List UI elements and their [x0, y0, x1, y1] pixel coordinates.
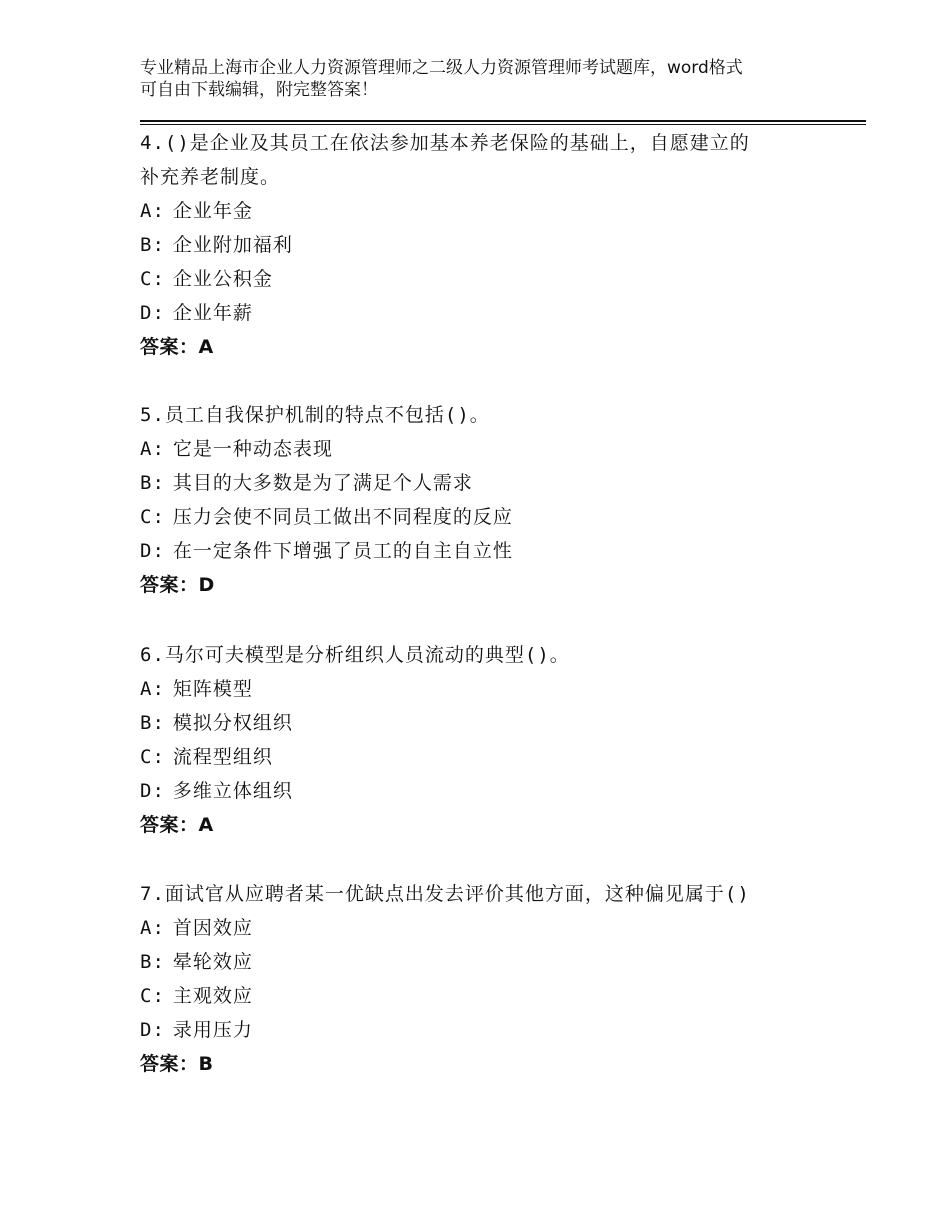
option-text: 它是一种动态表现	[172, 438, 333, 460]
option-b	[140, 228, 840, 262]
option-c	[140, 979, 840, 1013]
question-7	[140, 877, 840, 1081]
option-b	[140, 706, 840, 740]
option-key: D:	[140, 1019, 165, 1041]
answer-label: 答案：A	[140, 336, 214, 358]
option-key: A:	[140, 200, 165, 222]
option-text: 企业附加福利	[172, 234, 293, 256]
option-key: D:	[140, 302, 165, 324]
option-text: 晕轮效应	[172, 951, 253, 973]
answer-label: 答案：A	[140, 814, 214, 836]
option-key: D:	[140, 540, 165, 562]
answer-label: 答案：B	[140, 1053, 214, 1075]
question-text: 5.员工自我保护机制的特点不包括()。	[140, 404, 490, 426]
option-text: 录用压力	[172, 1019, 253, 1041]
option-text: 其目的大多数是为了满足个人需求	[172, 472, 473, 494]
option-key: A:	[140, 917, 165, 939]
answer-label: 答案：D	[140, 574, 215, 596]
document-header	[140, 57, 840, 101]
option-text: 企业年金	[172, 200, 253, 222]
header-divider-thin	[140, 124, 866, 125]
option-key: D:	[140, 780, 165, 802]
question-text: 4.()是企业及其员工在依法参加基本养老保险的基础上，自愿建立的	[140, 132, 750, 154]
option-key: A:	[140, 678, 165, 700]
option-key: B:	[140, 951, 165, 973]
option-text: 压力会使不同员工做出不同程度的反应	[172, 506, 513, 528]
option-c	[140, 500, 840, 534]
option-c	[140, 740, 840, 774]
option-d	[140, 1013, 840, 1047]
option-c	[140, 262, 840, 296]
option-key: B:	[140, 472, 165, 494]
option-d	[140, 534, 840, 568]
question-text-continued: 补充养老制度。	[140, 166, 281, 188]
option-key: C:	[140, 506, 165, 528]
header-line-2: 可自由下载编辑，附完整答案！	[140, 80, 378, 100]
option-a	[140, 432, 840, 466]
option-text: 矩阵模型	[172, 678, 253, 700]
option-b	[140, 466, 840, 500]
question-text: 7.面试官从应聘者某一优缺点出发去评价其他方面，这种偏见属于()	[140, 883, 750, 905]
option-text: 企业年薪	[172, 302, 253, 324]
option-key: A:	[140, 438, 165, 460]
option-key: B:	[140, 234, 165, 256]
option-text: 流程型组织	[172, 746, 273, 768]
question-text: 6.马尔可夫模型是分析组织人员流动的典型()。	[140, 644, 570, 666]
option-key: C:	[140, 985, 165, 1007]
option-text: 多维立体组织	[172, 780, 293, 802]
header-line-1: 专业精品上海市企业人力资源管理师之二级人力资源管理师考试题库，word格式	[140, 58, 743, 78]
header-divider-thick	[140, 120, 866, 122]
option-text: 首因效应	[172, 917, 253, 939]
option-a	[140, 672, 840, 706]
option-text: 主观效应	[172, 985, 253, 1007]
option-text: 模拟分权组织	[172, 712, 293, 734]
option-key: C:	[140, 746, 165, 768]
question-5	[140, 398, 840, 602]
option-key: B:	[140, 712, 165, 734]
option-key: C:	[140, 268, 165, 290]
option-d	[140, 774, 840, 808]
option-b	[140, 945, 840, 979]
option-text: 企业公积金	[172, 268, 273, 290]
option-a	[140, 911, 840, 945]
question-4	[140, 126, 840, 364]
option-a	[140, 194, 840, 228]
option-d	[140, 296, 840, 330]
question-6	[140, 638, 840, 842]
option-text: 在一定条件下增强了员工的自主自立性	[172, 540, 513, 562]
